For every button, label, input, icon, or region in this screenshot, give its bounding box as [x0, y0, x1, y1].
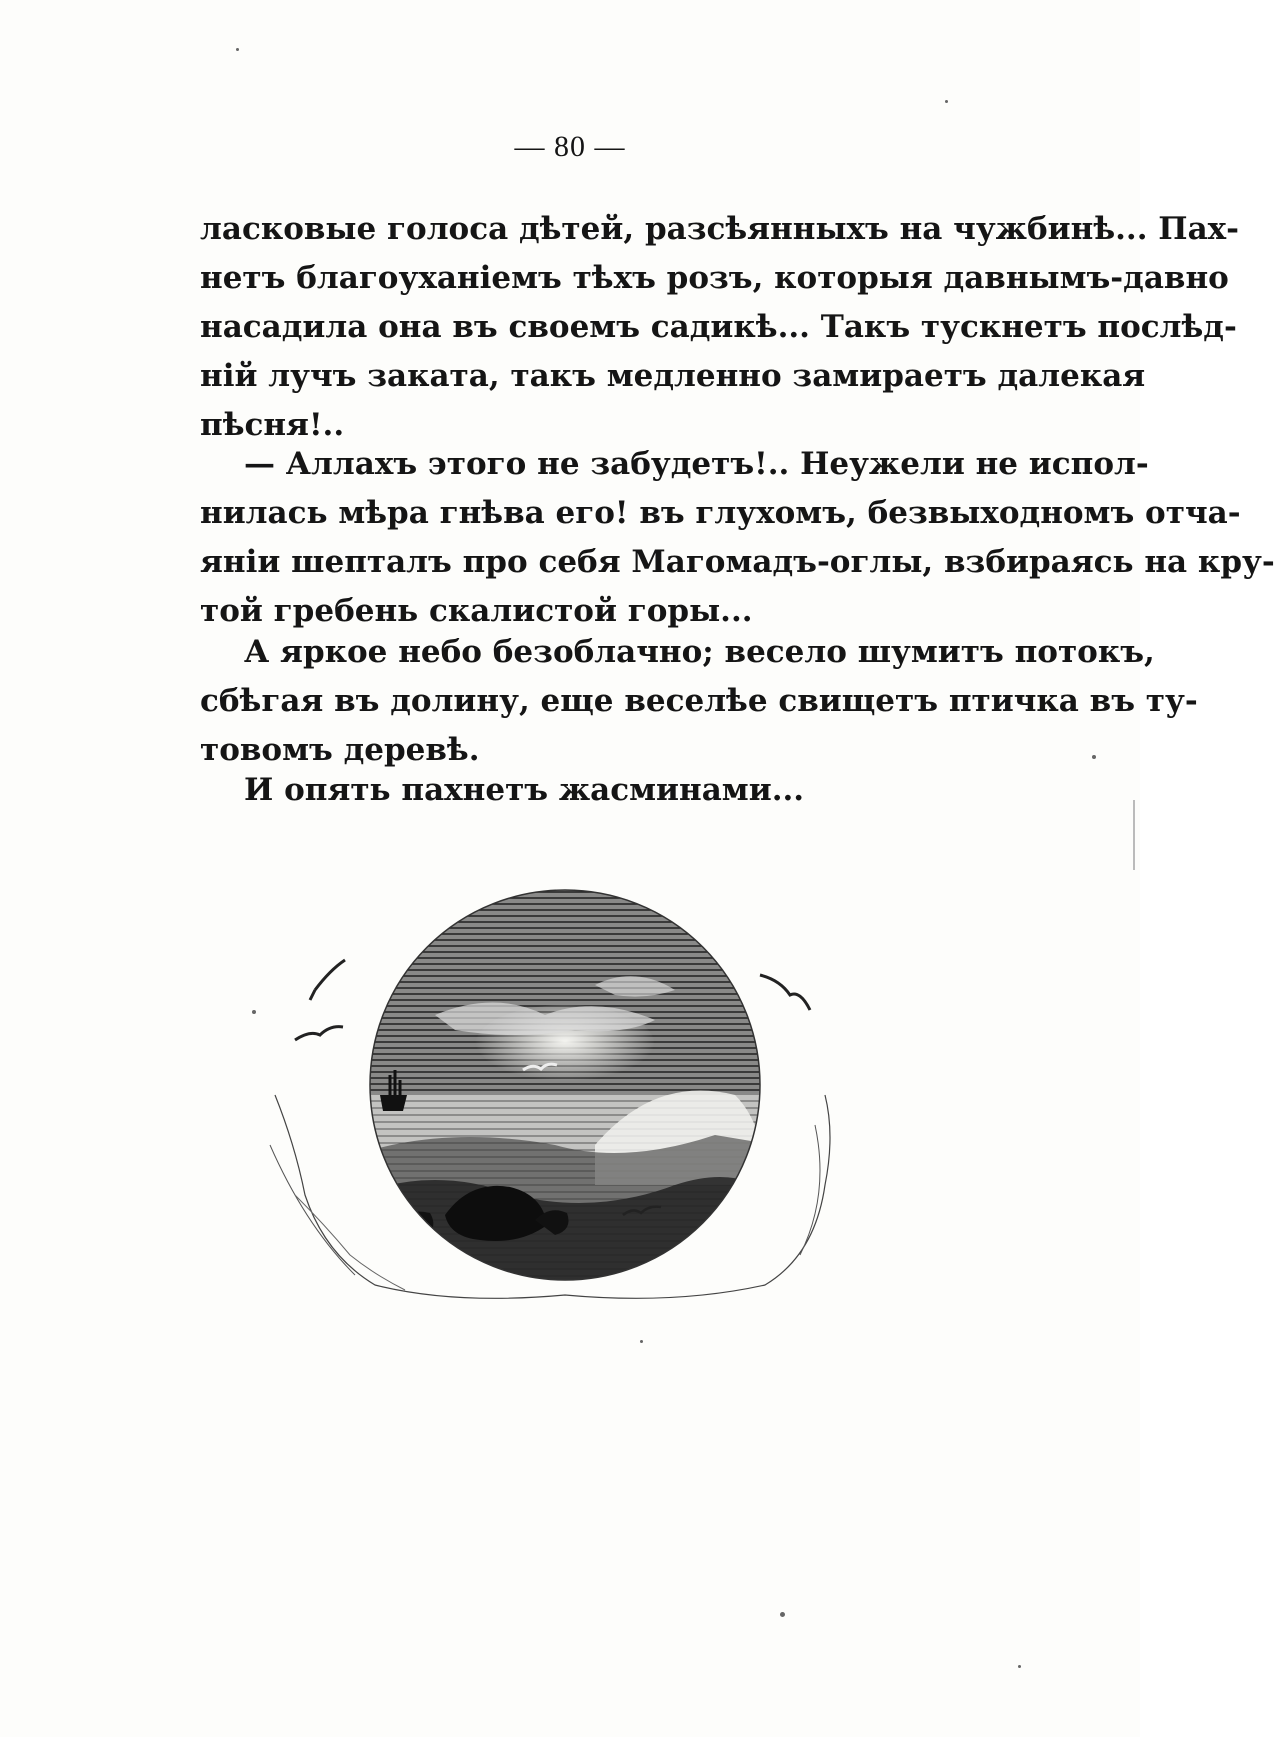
text-line: нетъ благоуханіемъ тѣхъ розъ, которыя давнымъ-давно [200, 260, 1229, 296]
paragraph-4 [200, 766, 1020, 815]
scan-speck [640, 1340, 643, 1343]
text-line: ласковые голоса дѣтей, разсѣянныхъ на чужбинѣ... Пах- [200, 211, 1240, 247]
scan-speck [252, 1010, 256, 1014]
text-line: той гребень скалистой горы... [200, 593, 753, 629]
scan-speck [780, 1612, 785, 1617]
paragraph-3 [200, 628, 1198, 775]
text-line: ній лучъ заката, такъ медленно замираетъ далекая [200, 358, 1146, 394]
text-line: А яркое небо безоблачно; весело шумитъ потокъ, [244, 634, 1155, 670]
text-line: нилась мѣра гнѣва его! въ глухомъ, безвыходномъ отча- [200, 495, 1241, 531]
text-line: — Аллахъ этого не забудетъ!.. Неужели не испол- [244, 446, 1149, 482]
text-line: пѣсня!.. [200, 407, 345, 443]
paragraph-2 [200, 440, 1275, 636]
text-line: насадила она въ своемъ садикѣ... Такъ тускнетъ послѣд- [200, 309, 1237, 345]
scan-speck [236, 48, 239, 51]
text-line: товомъ деревѣ. [200, 732, 480, 768]
scan-speck [1018, 1665, 1021, 1668]
page-number: — 80 — [514, 130, 626, 163]
seascape-vignette-icon [295, 895, 935, 1325]
scan-margin-mark [1133, 800, 1135, 870]
text-line: яніи шепталъ про себя Магомадъ-оглы, взбираясь на кру- [200, 544, 1275, 580]
text-line: И опять пахнетъ жасминами... [244, 772, 805, 808]
scan-speck [1092, 755, 1096, 759]
paragraph-1 [200, 205, 1240, 450]
scan-speck [945, 100, 948, 103]
text-line: сбѣгая въ долину, еще веселѣе свищетъ птичка въ ту- [200, 683, 1198, 719]
